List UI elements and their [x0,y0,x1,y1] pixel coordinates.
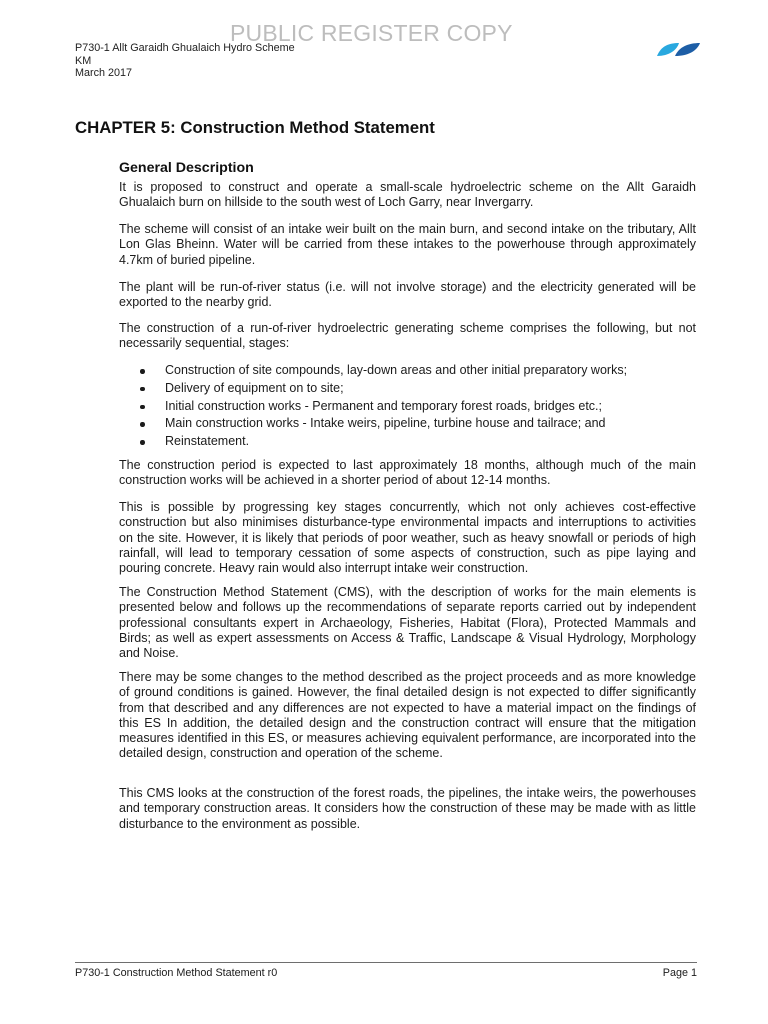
public-register-watermark: PUBLIC REGISTER COPY [230,20,513,46]
paragraph-key-stages: This is possible by progressing key stages concurrently, which not only achieves cost-effective construction but also minimises disturbance-type environmental impacts and interruptions to activities on the site. However, it is likely that periods of poor weather, such as heavy snowfall or periods of high rainfall, will lead to temporary cessation of some aspects of construction, such as pipe laying and pouring concrete. Heavy rain would also interrupt intake weir construction. [119,500,696,576]
paragraph-cms-description: The Construction Method Statement (CMS), with the description of works for the main elements is presented below and follows up the recommendations of separate reports carried out by independent professional consultants expert in Archaeology, Fisheries, Habitat (Flora), Protected Mammals and Birds; as well as expert assessments on Access & Traffic, Landscape & Visual Hydrology, Morphology and Noise. [119,585,696,661]
list-item [119,433,696,451]
header-author: KM [75,54,92,67]
list-item-text: Construction of site compounds, lay-down areas and other initial preparatory works; [165,363,628,377]
footer-divider [75,962,697,963]
list-item-text: Main construction works - Intake weirs, pipeline, turbine house and tailrace; and [165,416,606,431]
construction-stages-list [119,362,696,451]
list-item [119,415,696,433]
paragraph-construction-period: The construction period is expected to last approximately 18 months, although much of the main construction works will be achieved in a shorter period of about 12-14 months. [119,458,696,488]
header-project-name: P730-1 Allt Garaidh Ghualaich Hydro Scheme [75,42,295,54]
footer-page-number: Page 1 [662,967,697,979]
paragraph-intro-1: It is proposed to construct and operate a small-scale hydroelectric scheme on the Allt Garaidh Ghualaich burn on hillside to the south west of Loch Garry, near Invergarry. [119,180,696,210]
paragraph-intro-3: The plant will be run-of-river status (i.e. will not involve storage) and the electricity generated will be exported to the nearby grid. [119,280,696,310]
paragraph-intro-4: The construction of a run-of-river hydroelectric generating scheme comprises the following, but not necessarily sequential, stages: [119,321,696,351]
list-item-text: Delivery of equipment on to site; [165,380,344,395]
paragraph-cms-scope: This CMS looks at the construction of the forest roads, the pipelines, the intake weirs, the powerhouses and temporary construction areas. It considers how the construction of these may be made with as little disturbance to the environment as possible. [119,786,696,831]
bullet-icon [140,405,145,410]
list-item [119,398,696,416]
paragraph-intro-2: The scheme will consist of an intake weir built on the main burn, and second intake on the tributary, Allt Lon Glas Bheinn. Water will be carried from these intakes to the powerhouse through approximately 4.7km of buried pipeline. [119,222,696,267]
chapter-title: CHAPTER 5: Construction Method Statement [75,118,435,137]
bullet-icon [140,387,145,392]
bullet-icon [140,440,145,445]
bullet-icon [140,369,145,374]
company-wave-logo-icon [655,41,701,58]
header-date: March 2017 [75,67,133,80]
bullet-icon [140,422,145,427]
footer-document-title: P730-1 Construction Method Statement r0 [75,967,278,979]
list-item [119,362,696,380]
paragraph-method-changes: There may be some changes to the method described as the project proceeds and as more knowledge of ground conditions is gained. However, the final detailed design is not expected to differ significantly from that described and any differences are not expected to have a material impact on the findings of this ES In addition, the detailed design and the construction contract will ensure that the mitigation measures identified in this ES, or measures achieving equivalent performance, are incorporated into the detailed design, construction and operation of the scheme. [119,670,696,761]
list-item [119,380,696,398]
document-header [75,42,295,80]
list-item-text: Reinstatement. [165,434,250,449]
section-heading: General Description [119,160,254,176]
list-item-text: Initial construction works - Permanent and temporary forest roads, bridges etc.; [165,398,602,413]
